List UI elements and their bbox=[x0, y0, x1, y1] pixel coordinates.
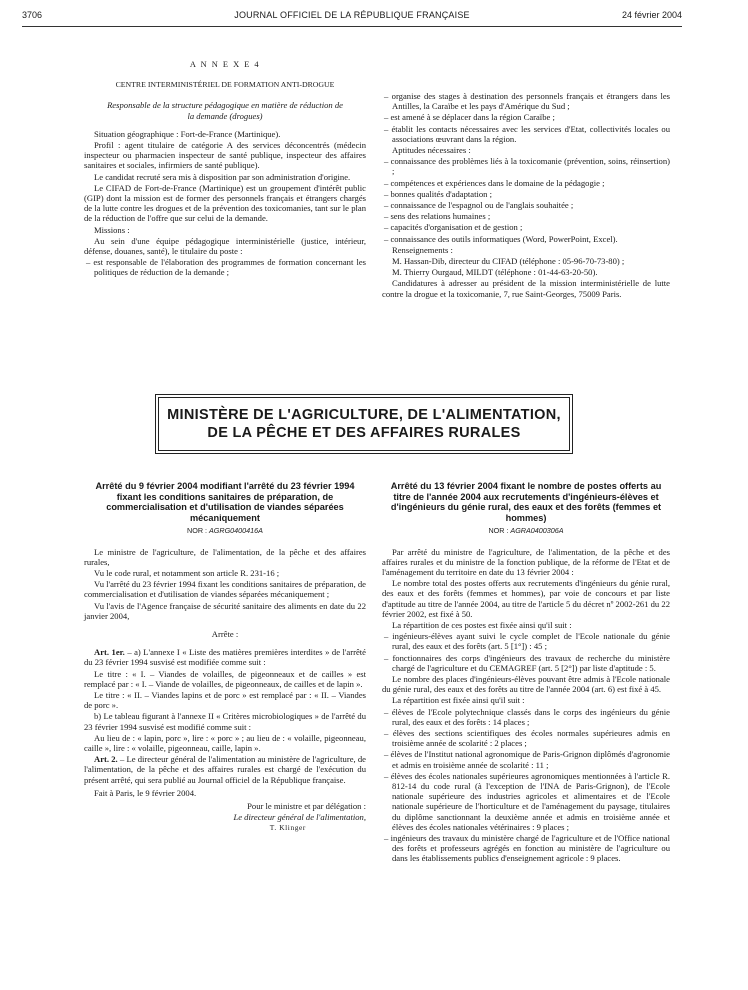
journal-title: JOURNAL OFFICIEL DE LA RÉPUBLIQUE FRANÇAISE bbox=[234, 10, 470, 20]
repartition-item: – fonctionnaires des corps d'ingénieurs des travaux de recherche du ministère chargé de l'agriculture et du CEMAGREF (art. 5 [2°]) par liste d'aptitude : 5. bbox=[384, 652, 670, 673]
signature-line-1: Pour le ministre et par délégation : bbox=[247, 801, 366, 812]
art1-text: – a) L'annexe I « Liste des matières premières interdites » de l'arrêté du 23 février 1994 susvisé est modifiée comme suit : bbox=[84, 647, 366, 668]
arrete-1-p2: Vu le code rural, et notamment son article R. 231-16 ; bbox=[94, 567, 280, 578]
aptitude-item: – capacités d'organisation et de gestion ; bbox=[384, 222, 523, 233]
signature-name: T. Klinger bbox=[269, 823, 306, 833]
mission-item: – organise des stages à destination des personnels français et étrangers dans les Antilles, la Caraïbe et les pays d'Amérique du Sud ; bbox=[384, 91, 670, 112]
places-item: – ingénieurs des travaux du ministère chargé de l'agriculture et de l'Office national des forêts et professeurs agrégés en fonction au ministère de l'agriculture ou dans les établissements publics d'enseignement agricole : 9 places. bbox=[384, 833, 670, 864]
arrete-1-fait: Fait à Paris, le 9 février 2004. bbox=[94, 787, 197, 798]
arrete-1-p6: Le titre : « II. – Viandes lapins et de porc » est remplacé par : « II. – Viandes de porc ». bbox=[84, 690, 366, 711]
renseignements-contact-2: M. Thierry Ourgaud, MILDT (téléphone : 01-44-63-20-50). bbox=[392, 267, 598, 278]
responsable-heading: Responsable de la structure pédagogique en matière de réduction de la demande (drogues) bbox=[107, 100, 343, 121]
missions-intro: Au sein d'une équipe pédagogique interministérielle (justice, intérieur, défense, douanes, santé), le titulaire du poste : bbox=[84, 235, 366, 257]
mission-item: – établit les contacts nécessaires avec les services d'Etat, collectivités locales ou associations œuvrant dans la région. bbox=[384, 123, 670, 144]
arrete-1-art2 bbox=[84, 754, 366, 785]
signature-line-2: Le directeur général de l'alimentation, bbox=[233, 812, 366, 823]
annexe-title: A N N E X E 4 bbox=[189, 60, 261, 69]
repartition-item: – ingénieurs-élèves ayant suivi le cycle complet de l'Ecole nationale du génie rural, des eaux et des forêts (art. 5 [1°]) : 45 ; bbox=[384, 631, 670, 652]
aptitude-item: – connaissance des outils informatiques (Word, PowerPoint, Excel). bbox=[384, 233, 618, 244]
page-header bbox=[22, 10, 682, 24]
mission-item: – est responsable de l'élaboration des programmes de formation concernant les politiques de réduction de la demande ; bbox=[86, 257, 366, 278]
places-item: – élèves des sections scientifiques des écoles normales supérieures admis en troisième année de scolarité : 2 places ; bbox=[384, 728, 670, 749]
candidat-paragraph: Le candidat recruté sera mis à disposition par son administration d'origine. bbox=[94, 171, 351, 182]
arrete-2-nor bbox=[382, 526, 670, 536]
mission-item: – est amené à se déplacer dans la région Caraïbe ; bbox=[384, 112, 555, 123]
arrete-1-p5: Le titre : « I. – Viandes de volailles, de pigeonneaux et de cailles » est remplacé par : « I. – Viande de volailles, de pigeonneaux, de cailles et de lapin ». bbox=[84, 668, 366, 689]
issue-date: 24 février 2004 bbox=[621, 10, 682, 20]
arrete-1-p7: b) Le tableau figurant à l'annexe II « Critères microbiologiques » de l'arrêté du 23 février 1994 susvisé est modifié comme suit : bbox=[84, 711, 366, 732]
aptitude-item: – compétences et expériences dans le domaine de la pédagogie ; bbox=[384, 177, 605, 188]
arrete-2-p2: Le nombre total des postes offerts aux recrutements d'ingénieurs du génie rural, des eaux et des forêts (femmes et hommes), par voie de concours et par liste d'aptitude au titre de l'année 2004, au titre de l'article 5 du décret nº 2002-261 du 22 février 2002, est fixé à 50. bbox=[382, 578, 670, 619]
aptitude-item: – bonnes qualités d'adaptation ; bbox=[384, 188, 492, 199]
cifad-paragraph: Le CIFAD de Fort-de-France (Martinique) est un groupement d'intérêt public (GIP) dont la mission est de former des personnels français et étrangers chargés de la lutte contre les drogues et de la prévention des toxicomanies, tant sur le plan de la réduction de l'offre que sur celui de la demande. bbox=[84, 182, 366, 224]
arrete-2-column bbox=[382, 481, 670, 865]
ministry-line-1: MINISTÈRE DE L'AGRICULTURE, DE L'ALIMENTATION, bbox=[167, 407, 561, 423]
arrete-2-p3: La répartition de ces postes est fixée ainsi qu'il suit : bbox=[392, 620, 572, 630]
arrete-1-title: Arrêté du 9 février 2004 modifiant l'arrêté du 23 février 1994 fixant les conditions sanitaires de préparation, de commercialisation et d'utilisation de viandes séparées mécaniquement bbox=[95, 481, 355, 523]
places-item: – élèves de l'Institut national agronomique de Paris-Grignon diplômés d'agronomie et admis en troisième année de scolarité : 11 ; bbox=[384, 749, 670, 770]
arrete-2-p5: La répartition est fixée ainsi qu'il suit : bbox=[392, 695, 525, 706]
profil: Profil : agent titulaire de catégorie A des services déconcentrés (médecin inspecteur ou pharmacien inspecteur de santé publique, inspecteur des affaires sanitaires et sociales, infirmiers de santé publique). bbox=[84, 140, 366, 171]
arrete-1-p4: Vu l'avis de l'Agence française de sécurité sanitaire des aliments en date du 22 janvier 2004, bbox=[84, 600, 366, 621]
places-item: – élèves de l'Ecole polytechnique classés dans le corps des ingénieurs du génie rural, des eaux et des forêts : 14 places ; bbox=[384, 706, 670, 727]
aptitudes-label: Aptitudes nécessaires : bbox=[392, 145, 471, 156]
annexe-column-right bbox=[382, 91, 670, 300]
annexe-column-left bbox=[84, 60, 366, 279]
aptitude-item: – sens des relations humaines ; bbox=[384, 211, 491, 222]
nor-code: AGRG0400416A bbox=[209, 526, 263, 536]
nor-label: NOR : bbox=[187, 526, 207, 536]
renseignements-contact-1: M. Hassan-Dib, directeur du CIFAD (téléphone : 05-96-70-73-80) ; bbox=[392, 256, 625, 267]
arrete-1-p8: Au lieu de : « lapin, porc », lire : « porc » ; au lieu de : « volaille, pigeonneau, caille », lire : « volaille, pigeonneau, caille, lapin ». bbox=[84, 732, 366, 754]
nor-label: NOR : bbox=[488, 526, 509, 536]
places-item: – élèves des écoles nationales supérieures agronomiques mentionnées à l'article R. 812-14 du code rural (à l'exception de l'INA de Paris-Grignon), de l'Ecole nationale supérieure des industries agricoles et alimentaires et de l'Ecole nationale supérieure de l'horticulture et de l'aménagement du paysage, titulaires du diplôme sanctionnant la deuxième année et admis en troisième année et élèves des écoles nationales vétérinaires : 9 places ; bbox=[384, 770, 670, 832]
renseignements-label: Renseignements : bbox=[392, 244, 453, 255]
arrete-1-column bbox=[84, 481, 366, 835]
arrete-1-nor bbox=[84, 526, 366, 536]
header-rule bbox=[22, 26, 682, 27]
arrete-2-p1: Par arrêté du ministre de l'agriculture, de l'alimentation, de la pêche et des affaires rurales et du ministre de la fonction publique, de la réforme de l'Etat et de l'aménagement du territoire en date du 13 février 2004 : bbox=[382, 546, 670, 577]
arrete-1-arrete: Arrête : bbox=[211, 629, 239, 639]
arrete-1-p3: Vu l'arrêté du 23 février 1994 fixant les conditions sanitaires de préparation, de commercialisation et d'utilisation de viandes séparées mécaniquement ; bbox=[84, 579, 366, 600]
ministry-banner bbox=[158, 397, 570, 451]
arrete-1-art1 bbox=[84, 647, 366, 667]
aptitude-item: – connaissance des problèmes liés à la toxicomanie (prévention, soins, réinsertion) ; bbox=[384, 156, 670, 177]
candidatures-paragraph: Candidatures à adresser au président de la mission interministérielle de lutte contre la drogue et la toxicomanie, 7, rue Saint-Georges, 75009 Paris. bbox=[382, 278, 670, 299]
art2-text: – Le directeur général de l'alimentation au ministère de l'agriculture, de l'alimentation, de la pêche et des affaires rurales est chargé de l'exécution du présent arrêté, qui sera publié au Journal officiel de la République française. bbox=[84, 754, 366, 785]
art2-label: Art. 2. bbox=[94, 754, 118, 765]
centre-name: CENTRE INTERMINISTÉRIEL DE FORMATION ANTI-DROGUE bbox=[115, 80, 335, 90]
aptitude-item: – connaissance de l'espagnol ou de l'anglais souhaitée ; bbox=[384, 200, 574, 211]
situation: Situation géographique : Fort-de-France (Martinique). bbox=[94, 128, 281, 139]
ministry-line-2: DE LA PÊCHE ET DES AFFAIRES RURALES bbox=[207, 425, 521, 441]
page-number: 3706 bbox=[22, 10, 43, 20]
arrete-1-p1: Le ministre de l'agriculture, de l'alimentation, de la pêche et des affaires rurales, bbox=[84, 546, 366, 567]
arrete-2-title: Arrêté du 13 février 2004 fixant le nombre de postes offerts au titre de l'année 2004 aux recrutements d'ingénieurs-élèves et d'ingénieurs du génie rural, des eaux et des forêts (femmes et hommes) bbox=[390, 481, 662, 523]
arrete-2-p4: Le nombre des places d'ingénieurs-élèves pouvant être admis à l'Ecole nationale du génie rural, des eaux et des forêts au titre de l'année 2004 (art. 6) est fixé à 45. bbox=[382, 674, 670, 695]
missions-label: Missions : bbox=[94, 224, 130, 235]
nor-code: AGRA0400306A bbox=[510, 526, 564, 536]
art1-label: Art. 1er. bbox=[94, 647, 125, 658]
